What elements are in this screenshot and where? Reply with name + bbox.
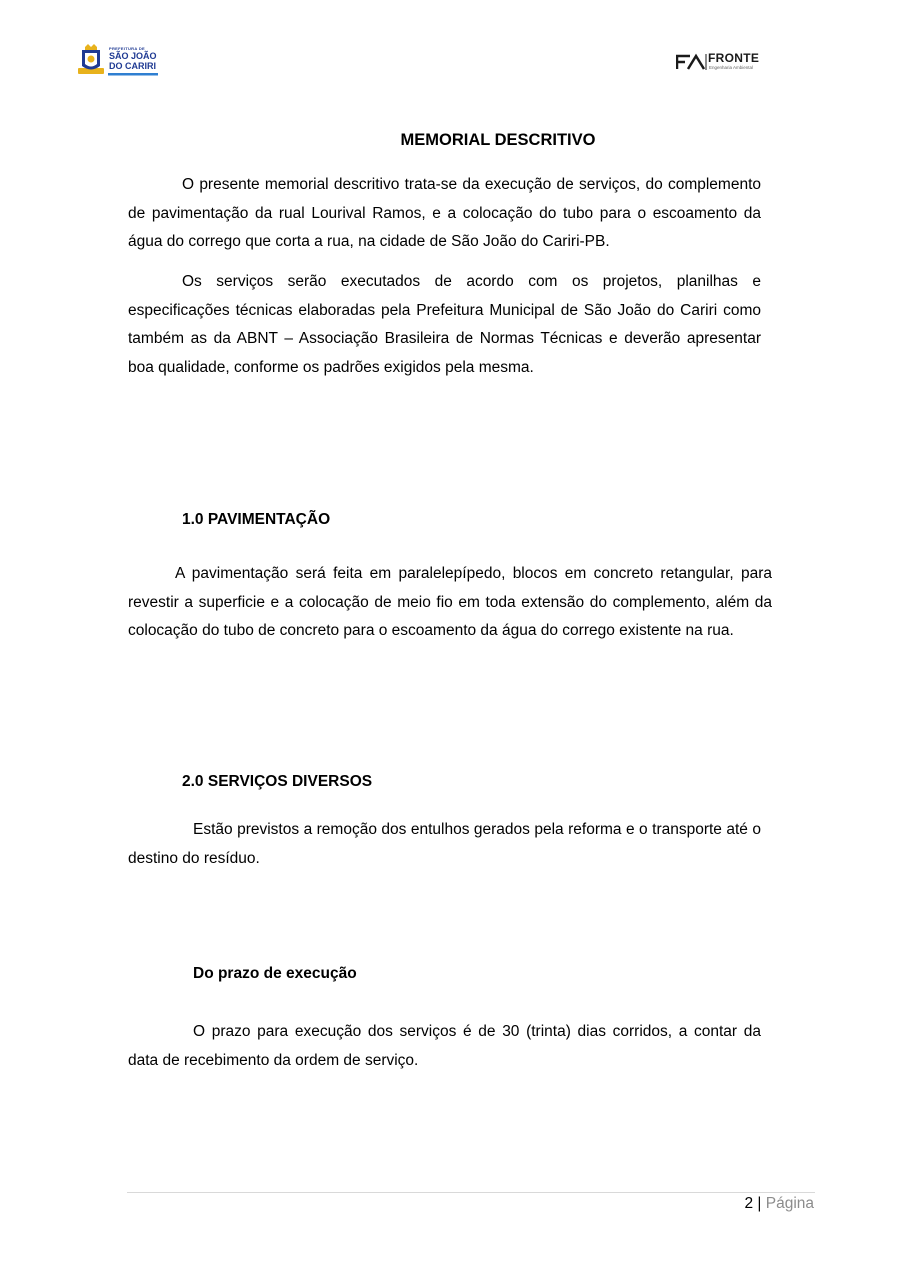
section-3-paragraph: O prazo para execução dos serviços é de 30 (trinta) dias corridos, a contar da data de recebimento da ordem de serviço. — [128, 1023, 761, 1069]
fronte-logo — [676, 50, 766, 74]
page-separator: | — [757, 1195, 762, 1212]
intro-paragraph-2: Os serviços serão executados de acordo com os projetos, planilhas e especificações técnicas elaboradas pela Prefeitura Municipal de São João do Cariri como também as da ABNT – Associação Brasileira de Normas Técnicas e deverão apresentar boa qualidade, conforme os padrões exigidos pela mesma. — [128, 273, 761, 376]
section-1-heading: 1.0 PAVIMENTAÇÃO — [182, 511, 331, 528]
prefeitura-logo-line2: DO CARIRI — [109, 61, 156, 71]
footer-divider — [127, 1192, 815, 1193]
page-number: 2 — [744, 1195, 754, 1212]
fronte-logo-subtitle: Engenharia Ambiental — [709, 65, 754, 70]
fronte-logo-name: FRONTE — [708, 51, 760, 65]
prefeitura-logo-top: PREFEITURA DE — [109, 46, 145, 51]
page-label: Página — [765, 1195, 814, 1212]
document-title: MEMORIAL DESCRITIVO — [400, 131, 596, 149]
section-2-heading: 2.0 SERVIÇOS DIVERSOS — [182, 773, 373, 790]
prefeitura-logo — [76, 42, 166, 80]
section-2-paragraph: Estão previstos a remoção dos entulhos gerados pela reforma e o transporte até o destino do resíduo. — [128, 821, 761, 867]
section-3-heading: Do prazo de execução — [193, 965, 357, 982]
prefeitura-logo-line1: SÃO JOÃO — [109, 51, 157, 61]
page-footer — [744, 1195, 814, 1213]
intro-paragraph-1: O presente memorial descritivo trata-se da execução de serviços, do complemento de pavimentação da rual Lourival Ramos, e a colocação do tubo para o escoamento da água do corrego que corta a rua, na cidade de São João do Cariri-PB. — [128, 176, 761, 250]
fronte-mark-icon — [676, 53, 708, 71]
section-1-paragraph: A pavimentação será feita em paralelepípedo, blocos em concreto retangular, para revestir a superficie e a colocação de meio fio em toda extensão do complemento, além da colocação do tubo de concreto para o escoamento da água do corrego existente na rua. — [128, 565, 772, 639]
